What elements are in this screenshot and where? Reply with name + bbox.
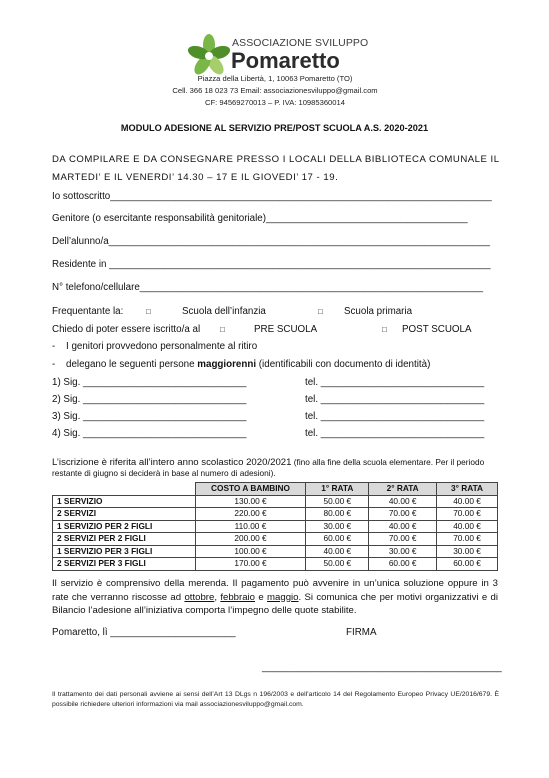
option-delegate (66, 359, 430, 370)
row-label: 2 SERVIZI PER 3 FIGLI (53, 558, 196, 571)
fees-note (52, 457, 498, 479)
post-school-checkbox[interactable]: □ (382, 325, 387, 334)
flower-logo-icon (186, 33, 232, 79)
option-delegate-text: delegano le seguenti persone (66, 359, 198, 370)
delegate-1-phone[interactable]: tel. ______________________________ (305, 377, 485, 388)
bullet-dash: - (52, 341, 56, 352)
row-rata-1: 50.00 € (306, 495, 369, 508)
signature-line[interactable]: ____________________________________________ (262, 662, 502, 673)
delegate-3-name[interactable]: 3) Sig. ______________________________ (52, 411, 247, 422)
row-cost: 130.00 € (195, 495, 306, 508)
table-row (53, 495, 498, 508)
association-fiscal-codes: CF: 94569270013 – P. IVA: 10985360014 (205, 98, 345, 107)
row-label: 2 SERVIZI PER 2 FIGLI (53, 533, 196, 546)
phone-field[interactable]: N° telefono/cellulare_______________________________________________________________ (52, 282, 484, 293)
row-rata-3: 40.00 € (437, 520, 498, 533)
header-rata-2: 2° RATA (369, 483, 437, 496)
payment-sep-2: e (255, 591, 268, 603)
option-delegate-note: (identificabili con documento di identità) (256, 359, 431, 370)
row-rata-3: 70.00 € (437, 533, 498, 546)
infancy-checkbox[interactable]: □ (146, 307, 151, 316)
association-label: ASSOCIAZIONE SVILUPPO (232, 37, 369, 49)
attending-label: Frequentante la: (52, 306, 124, 317)
row-rata-1: 80.00 € (306, 508, 369, 521)
row-label: 1 SERVIZIO (53, 495, 196, 508)
intro-line-2: MARTEDI’ E IL VENERDI’ 14.30 – 17 E IL GIOVEDI’ 17 - 19. (52, 172, 339, 183)
row-rata-1: 30.00 € (306, 520, 369, 533)
option-delegate-bold: maggiorenni (197, 359, 257, 370)
row-rata-1: 40.00 € (306, 545, 369, 558)
pre-school-checkbox[interactable]: □ (220, 325, 225, 334)
infancy-label: Scuola dell’infanzia (182, 306, 266, 317)
row-rata-2: 70.00 € (369, 533, 437, 546)
row-rata-2: 60.00 € (369, 558, 437, 571)
table-row (53, 508, 498, 521)
header-cost: COSTO A BAMBINO (195, 483, 306, 496)
row-cost: 220.00 € (195, 508, 306, 521)
row-rata-2: 30.00 € (369, 545, 437, 558)
payment-text-2: . Si comunica che per motivi organizzativi e di Bilancio l’adesione all’iniziativa comporta l’impegno delle quote stabilite. (52, 591, 498, 616)
residence-field[interactable]: Residente in ______________________________________________________________________ (52, 259, 491, 270)
row-cost: 110.00 € (195, 520, 306, 533)
month-february: febbraio (220, 591, 255, 603)
place-date-field[interactable]: Pomaretto, lì _______________________ (52, 627, 236, 638)
row-cost: 200.00 € (195, 533, 306, 546)
row-rata-2: 70.00 € (369, 508, 437, 521)
association-address: Piazza della Libertà, 1, 10063 Pomaretto (TO) (197, 74, 353, 83)
row-rata-2: 40.00 € (369, 520, 437, 533)
association-contacts: Cell. 366 18 023 73 Email: associazionesviluppo@gmail.com (172, 86, 378, 95)
association-name: Pomaretto (231, 48, 340, 73)
form-title: MODULO ADESIONE AL SERVIZIO PRE/POST SCUOLA A.S. 2020-2021 (120, 123, 429, 133)
signer-field[interactable]: Io sottoscritto______________________________________________________________________ (52, 191, 492, 202)
payment-sep-1: , (214, 591, 221, 603)
payment-paragraph (52, 577, 498, 618)
primary-label: Scuola primaria (344, 306, 413, 317)
table-corner (53, 483, 196, 496)
table-row (53, 533, 498, 546)
header-rata-1: 1° RATA (306, 483, 369, 496)
student-field[interactable]: Dell’alunno/a______________________________________________________________________ (52, 236, 491, 247)
month-may: maggio (267, 591, 299, 603)
delegate-4-phone[interactable]: tel. ______________________________ (305, 428, 485, 439)
delegate-2-name[interactable]: 2) Sig. ______________________________ (52, 394, 247, 405)
privacy-notice: Il trattamento dei dati personali avviene ai sensi dell’Art 13 DLgs n 196/2003 e dell’articolo 14 del Regolamento Europeo Privacy UE/2016/679. È possibile richiedere ulteriori informazioni via mail associazionesviluppo@gmail.com. (52, 691, 499, 708)
parent-field[interactable]: Genitore (o esercitante responsabilità genitoriale)_____________________________________ (52, 213, 468, 224)
row-label: 1 SERVIZIO PER 2 FIGLI (53, 520, 196, 533)
header-rata-3: 3° RATA (437, 483, 498, 496)
option-parents-pickup: I genitori provvedono personalmente al ritiro (66, 341, 258, 352)
table-row (53, 520, 498, 533)
row-rata-2: 40.00 € (369, 495, 437, 508)
row-cost: 170.00 € (195, 558, 306, 571)
bullet-dash: - (52, 359, 56, 370)
delegate-2-phone[interactable]: tel. ______________________________ (305, 394, 485, 405)
post-school-label: POST SCUOLA (402, 324, 472, 335)
pre-school-label: PRE SCUOLA (254, 324, 318, 335)
row-rata-3: 40.00 € (437, 495, 498, 508)
row-rata-1: 60.00 € (306, 533, 369, 546)
payment-text-1: Il servizio è comprensivo della merenda. Il pagamento può avvenire in un’unica soluzione oppure in 3 rate che verranno riscosse ad (52, 578, 498, 603)
delegate-4-name[interactable]: 4) Sig. ______________________________ (52, 428, 247, 439)
row-rata-3: 70.00 € (437, 508, 498, 521)
request-label: Chiedo di poter essere iscritto/a al (52, 324, 201, 335)
primary-checkbox[interactable]: □ (318, 307, 323, 316)
table-header-row (53, 483, 498, 496)
table-row (53, 558, 498, 571)
row-cost: 100.00 € (195, 545, 306, 558)
delegate-1-name[interactable]: 1) Sig. ______________________________ (52, 377, 247, 388)
month-october: ottobre (184, 591, 215, 603)
fees-note-small: (fino alla fine della scuola elementare. Per il periodo restante di giugno si deciderà in base al numero di adesioni). (52, 457, 485, 478)
row-label: 1 SERVIZIO PER 3 FIGLI (53, 545, 196, 558)
fees-table (52, 482, 498, 571)
row-rata-3: 30.00 € (437, 545, 498, 558)
signature-label: FIRMA (346, 627, 377, 638)
intro-line-1: DA COMPILARE E DA CONSEGNARE PRESSO I LOCALI DELLA BIBLIOTECA COMUNALE IL (52, 154, 500, 165)
row-rata-3: 60.00 € (437, 558, 498, 571)
row-label: 2 SERVIZI (53, 508, 196, 521)
row-rata-1: 50.00 € (306, 558, 369, 571)
fees-note-main: L’iscrizione è riferita all’intero anno scolastico 2020/2021 (52, 457, 292, 468)
delegate-3-phone[interactable]: tel. ______________________________ (305, 411, 485, 422)
table-row (53, 545, 498, 558)
